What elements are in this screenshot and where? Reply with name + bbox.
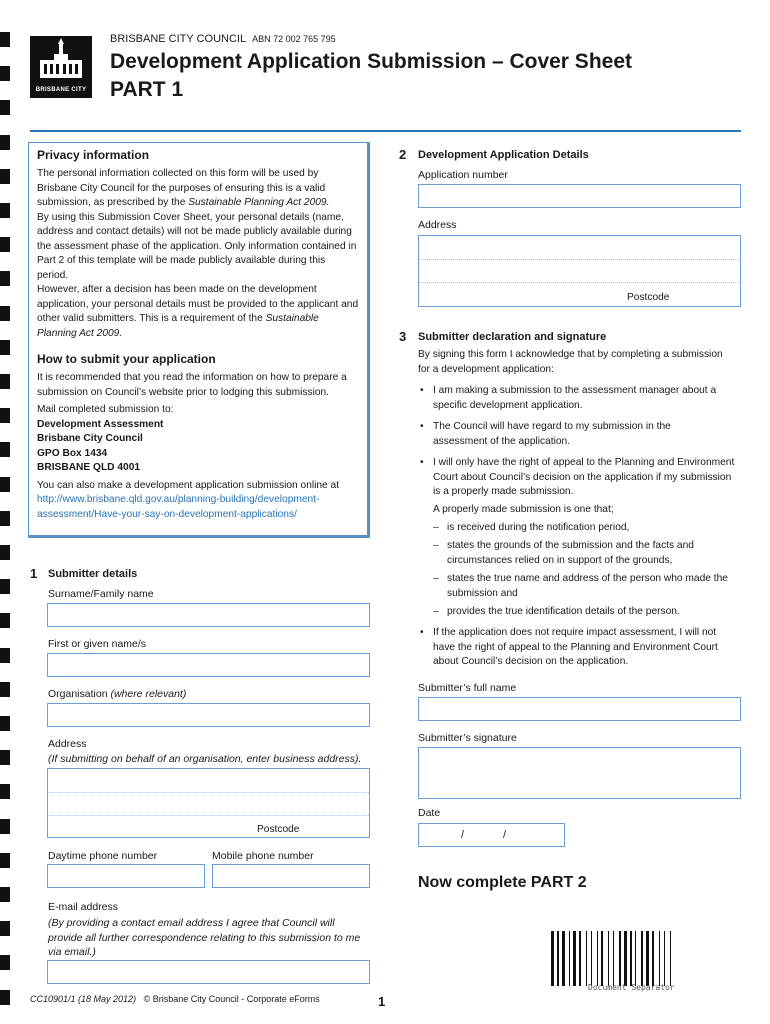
address-note-text: (If submitting on behalf of an organisation, enter business address). xyxy=(48,753,362,765)
mail-address-line: GPO Box 1434 xyxy=(37,447,108,459)
mail-address-line: Brisbane City Council xyxy=(37,433,143,444)
bullet-dot: • xyxy=(420,385,424,396)
mail-address-line: BRISBANE QLD 4001 xyxy=(37,462,141,473)
section-3-number: 3 xyxy=(399,329,407,344)
form-code: CC10901/1 (18 May 2012) xyxy=(30,994,137,1004)
section-1-heading: Submitter details xyxy=(48,568,138,580)
brisbane-city-logo xyxy=(30,36,92,98)
registration-mark xyxy=(0,682,10,697)
full-name-field[interactable] xyxy=(418,697,741,721)
barcode-bar xyxy=(619,931,621,986)
dash-mark: – xyxy=(433,606,439,617)
site-postcode-label: Postcode xyxy=(627,292,670,303)
page-title: Development Application Submission – Cover Sheet xyxy=(110,50,632,73)
privacy-p1-italic: Sustainable Planning Act 2009. xyxy=(188,197,330,208)
address-row-divider xyxy=(48,815,369,816)
barcode-bar xyxy=(591,931,592,986)
barcode-bar xyxy=(659,931,660,986)
registration-mark xyxy=(0,237,10,252)
section-1-number: 1 xyxy=(30,566,38,581)
mail-address xyxy=(37,418,359,476)
barcode-bar xyxy=(557,931,559,986)
declaration-bullet-1: I am making a submission to the assessment manager about a specific development application. xyxy=(433,385,717,411)
registration-mark xyxy=(0,271,10,286)
how-to-para-1: It is recommended that you read the information on how to prepare a submission on Council’s website prior to lodging this submission. xyxy=(37,372,347,398)
barcode-bar xyxy=(635,931,636,986)
registration-mark xyxy=(0,100,10,115)
registration-mark xyxy=(0,511,10,526)
section-3-heading: Submitter declaration and signature xyxy=(418,331,607,343)
organisation-label xyxy=(48,688,186,700)
barcode-bar xyxy=(664,931,665,986)
registration-mark xyxy=(0,613,10,628)
email-field[interactable] xyxy=(47,960,370,984)
declaration-bullet-2: The Council will have regard to my submission in the assessment of the application. xyxy=(433,421,671,447)
council-label: BRISBANE CITY COUNCIL xyxy=(110,33,247,45)
privacy-para-1 xyxy=(37,167,359,211)
privacy-p3-text: However, after a decision has been made on the development application, your personal details must be provided to the applicant and other valid submitters. This is a requirement of the xyxy=(37,284,359,324)
organisation-label-text: Organisation xyxy=(48,688,108,700)
council-name xyxy=(110,33,336,45)
barcode-bar xyxy=(597,931,598,986)
privacy-heading: Privacy information xyxy=(37,148,150,162)
registration-mark xyxy=(0,784,10,799)
registration-mark xyxy=(0,648,10,663)
barcode xyxy=(551,931,741,986)
privacy-p3-italic: Sustainable Planning Act 2009. xyxy=(37,313,319,339)
surname-label: Surname/Family name xyxy=(48,588,154,600)
given-name-field[interactable] xyxy=(47,653,370,677)
how-to-heading: How to submit your application xyxy=(37,352,216,366)
now-complete-part2: Now complete PART 2 xyxy=(418,874,587,891)
barcode-bar xyxy=(579,931,581,986)
registration-mark xyxy=(0,135,10,150)
application-number-label: Application number xyxy=(418,169,508,181)
signature-field[interactable] xyxy=(418,747,741,799)
footer-text xyxy=(30,994,320,1004)
registration-mark xyxy=(0,477,10,492)
registration-mark xyxy=(0,32,10,47)
mail-address-line: Development Assessment xyxy=(37,418,164,430)
registration-mark xyxy=(0,408,10,423)
submission-link[interactable]: http://www.brisbane.qld.gov.au/planning-building/development-assessment/Have-your-say-on-development-applications/ xyxy=(37,494,320,520)
registration-mark xyxy=(0,374,10,389)
barcode-bar xyxy=(569,931,570,986)
organisation-note: (where relevant) xyxy=(110,688,187,700)
registration-mark xyxy=(0,203,10,218)
proper-criteria-3: states the true name and address of the person who made the submission and xyxy=(447,573,728,599)
privacy-para-2: By using this Submission Cover Sheet, your personal details (name, address and contact details) will not be made publicly available during the assessment phase of the application. Only information contained in Part 2 of this template will be made publicly available during this period. xyxy=(37,211,357,281)
dash-mark: – xyxy=(433,522,439,533)
registration-mark xyxy=(0,921,10,936)
registration-mark xyxy=(0,955,10,970)
email-note xyxy=(48,916,368,960)
registration-mark xyxy=(0,579,10,594)
how-to-para-2: Mail completed submission to: xyxy=(37,404,174,415)
site-address-field[interactable] xyxy=(418,235,741,307)
bullet-dot: • xyxy=(420,421,424,432)
mobile-phone-label: Mobile phone number xyxy=(212,850,314,862)
address-row-divider xyxy=(419,282,740,283)
registration-mark xyxy=(0,819,10,834)
page-number: 1 xyxy=(378,994,386,1009)
barcode-bar xyxy=(652,931,654,986)
application-number-field[interactable] xyxy=(418,184,741,208)
barcode-bar xyxy=(613,931,614,986)
registration-mark xyxy=(0,340,10,355)
privacy-info-box xyxy=(28,142,370,538)
barcode-bar xyxy=(624,931,627,986)
organisation-field[interactable] xyxy=(47,703,370,727)
surname-field[interactable] xyxy=(47,603,370,627)
part-label: PART 1 xyxy=(110,78,184,101)
barcode-bar xyxy=(641,931,643,986)
address-note xyxy=(48,753,361,765)
signature-label: Submitter’s signature xyxy=(418,732,517,744)
given-name-label: First or given name/s xyxy=(48,638,147,650)
submitter-address-field[interactable] xyxy=(47,768,370,838)
how-to-para-3: You can also make a development application submission online at xyxy=(37,479,340,491)
barcode-text: Document Separator xyxy=(588,983,675,992)
section-2-heading: Development Application Details xyxy=(418,149,589,161)
header-divider xyxy=(30,130,741,132)
barcode-bar xyxy=(586,931,587,986)
registration-mark xyxy=(0,169,10,184)
logo-text: BRISBANE CITY xyxy=(35,87,87,93)
declaration-intro: By signing this form I acknowledge that by completing a submission for a development application: xyxy=(418,349,723,375)
registration-mark xyxy=(0,887,10,902)
registration-mark xyxy=(0,66,10,81)
proper-submission-intro: A properly made submission is one that; xyxy=(433,504,614,515)
mobile-phone-field[interactable] xyxy=(212,864,370,888)
registration-marks xyxy=(0,0,11,1024)
email-label: E-mail address xyxy=(48,901,119,913)
date-separator: / xyxy=(461,829,465,841)
full-name-label: Submitter’s full name xyxy=(418,682,517,694)
barcode-bar xyxy=(630,931,632,986)
registration-mark xyxy=(0,716,10,731)
registration-mark xyxy=(0,853,10,868)
dash-mark: – xyxy=(433,573,439,584)
privacy-p1-text: The personal information collected on this form will be used by Brisbane City Council for the purposes of ensuring this is a valid submission, as prescribed by the xyxy=(37,168,326,208)
barcode-bar xyxy=(562,931,565,986)
bullet-dot: • xyxy=(420,627,424,638)
daytime-phone-label: Daytime phone number xyxy=(48,850,158,862)
address-label: Address xyxy=(48,738,87,750)
copyright: © Brisbane City Council - Corporate eForms xyxy=(143,994,320,1004)
dash-mark: – xyxy=(433,540,439,551)
declaration-bullet-4: If the application does not require impact assessment, I will not have the right of appeal to the Planning and Environment Court about Council’s decision on the application. xyxy=(433,627,718,667)
declaration-bullet-3: I will only have the right of appeal to the Planning and Environment Court about Council’s decision on the application if my submission is a properly made submission. xyxy=(433,457,735,497)
site-address-label: Address xyxy=(418,219,457,231)
barcode-bar xyxy=(551,931,554,986)
barcode-bar xyxy=(608,931,609,986)
barcode-bar xyxy=(670,931,671,986)
registration-mark xyxy=(0,545,10,560)
daytime-phone-field[interactable] xyxy=(47,864,205,888)
section-2-number: 2 xyxy=(399,147,407,162)
address-row-divider xyxy=(48,792,369,793)
date-label: Date xyxy=(418,807,441,819)
registration-mark xyxy=(0,750,10,765)
abn: ABN 72 002 765 795 xyxy=(252,34,336,44)
proper-criteria-2: states the grounds of the submission and the facts and circumstances relied on in support of the grounds, xyxy=(447,540,694,566)
date-field[interactable] xyxy=(418,823,565,847)
barcode-bar xyxy=(573,931,576,986)
registration-mark xyxy=(0,442,10,457)
registration-mark xyxy=(0,306,10,321)
address-row-divider xyxy=(419,259,740,260)
barcode-bar xyxy=(601,931,603,986)
postcode-label: Postcode xyxy=(257,824,300,835)
privacy-para-3 xyxy=(37,283,359,341)
proper-criteria-1: is received during the notification period, xyxy=(447,522,630,533)
bullet-dot: • xyxy=(420,457,424,468)
date-separator: / xyxy=(503,829,507,841)
proper-criteria-4: provides the true identification details of the person. xyxy=(447,606,680,617)
barcode-bar xyxy=(646,931,649,986)
email-note-text: (By providing a contact email address I agree that Council will provide all further correspondence relating to this submission to me via email.) xyxy=(48,917,361,958)
registration-mark xyxy=(0,990,10,1005)
